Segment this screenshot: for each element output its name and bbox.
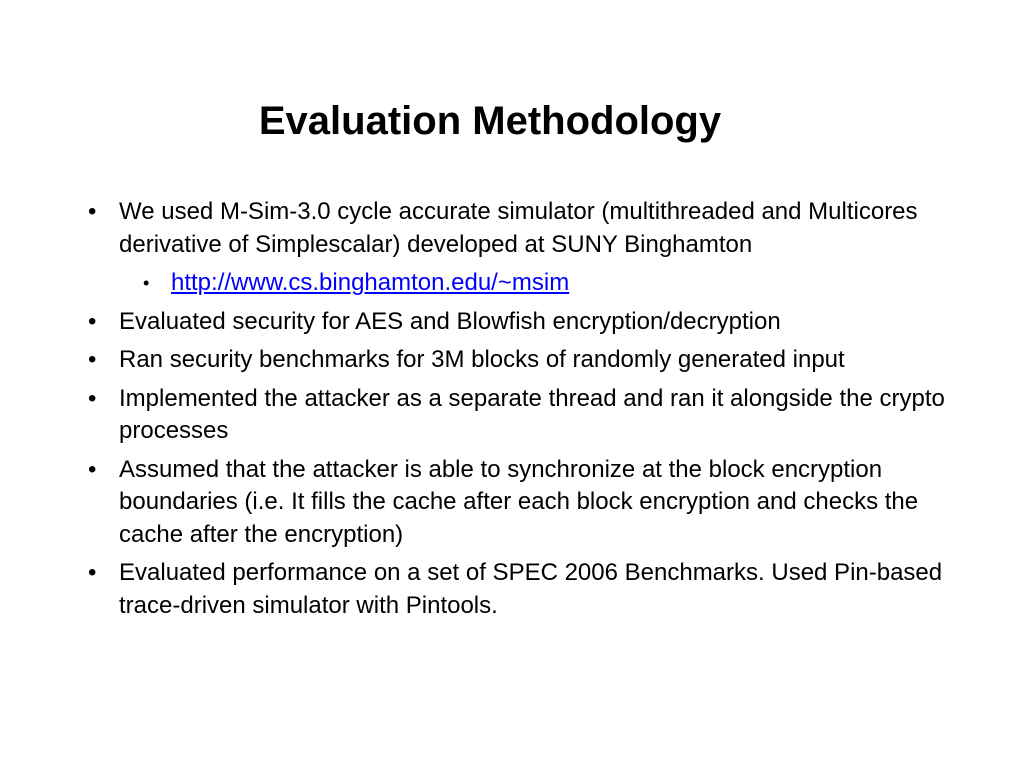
sub-bullet-item-link xyxy=(84,267,984,300)
sub-bullet-marker: • xyxy=(143,273,150,293)
bullet-text: Implemented the attacker as a separate thread and ran it alongside the crypto processes xyxy=(119,384,945,444)
bullet-marker: • xyxy=(88,384,97,412)
bullet-item-performance xyxy=(84,557,984,622)
bullet-marker: • xyxy=(88,455,97,483)
bullet-text: We used M-Sim-3.0 cycle accurate simulator (multithreaded and Multicores derivative of Simplescalar) developed at SUNY Binghamton xyxy=(119,198,918,258)
bullet-item-security-eval xyxy=(84,306,984,339)
bullet-text: Ran security benchmarks for 3M blocks of randomly generated input xyxy=(119,346,845,373)
bullet-item-attacker-thread xyxy=(84,383,984,448)
msim-link[interactable]: http://www.cs.binghamton.edu/~msim xyxy=(171,269,570,296)
bullet-item-simulator xyxy=(84,196,984,261)
bullet-text: Assumed that the attacker is able to synchronize at the block encryption boundaries (i.e. It fills the cache after each block encryption and checks the cache after the encryption) xyxy=(119,455,919,548)
bullet-item-benchmarks xyxy=(84,344,984,377)
bullet-marker: • xyxy=(88,307,97,335)
bullet-marker: • xyxy=(88,346,97,373)
bullet-marker: • xyxy=(88,198,97,225)
bullet-text: Evaluated security for AES and Blowfish encryption/decryption xyxy=(119,307,781,335)
bullet-text: Evaluated performance on a set of SPEC 2006 Benchmarks. Used Pin-based trace-driven simulator with Pintools. xyxy=(119,559,943,619)
bullet-list xyxy=(84,196,984,628)
bullet-item-synchronization xyxy=(84,454,984,552)
bullet-marker: • xyxy=(88,559,97,586)
slide-title: Evaluation Methodology xyxy=(258,99,722,143)
